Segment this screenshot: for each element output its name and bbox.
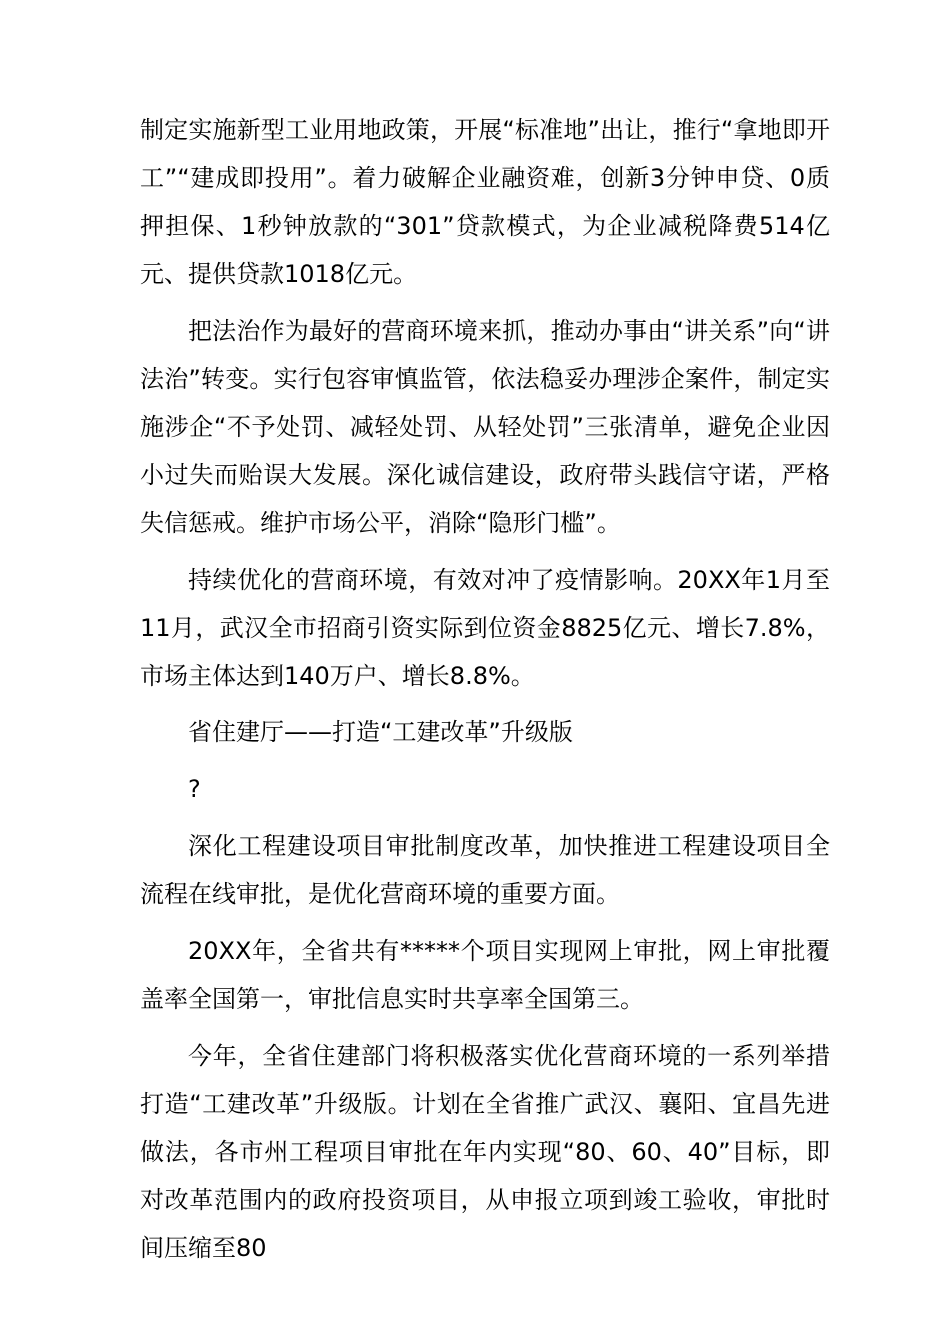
paragraph-rule-of-law: 把法治作为最好的营商环境来抓，推动办事由“讲关系”向“讲法治”转变。实行包容审慎监管，依法稳妥办理涉企案件，制定实施涉企“不予处罚、减轻处罚、从轻处罚”三张清单，避免企业因小过失而贻误大发展。深化诚信建设，政府带头践信守诺，严格失信惩戒。维护市场公平，消除“隐形门槛”。 bbox=[140, 316, 830, 537]
paragraph-continuation: 制定实施新型工业用地政策，开展“标准地”出让，推行“拿地即开工”“建成即投用”。着力破解企业融资难，创新3分钟申贷、0质押担保、1秒钟放款的“301”贷款模式，为企业减税降费514亿元、提供贷款1018亿元。 bbox=[140, 116, 830, 288]
document-body bbox=[140, 106, 830, 1280]
paragraph-this-year-plan: 今年，全省住建部门将积极落实优化营商环境的一系列举措打造“工建改革”升级版。计划在全省推广武汉、襄阳、宜昌先进做法，各市州工程项目审批在年内实现“80、60、40”目标，即对改革范围内的政府投资项目，从申报立项到竣工验收，审批时间压缩至80 bbox=[140, 1041, 830, 1262]
paragraph-online-approval: 20XX年，全省共有*****个项目实现网上审批，网上审批覆盖率全国第一，审批信息实时共享率全国第三。 bbox=[140, 936, 830, 1013]
section-heading: 省住建厅——打造“工建改革”升级版 bbox=[188, 718, 573, 747]
paragraph-approval-reform: 深化工程建设项目审批制度改革，加快推进工程建设项目全流程在线审批，是优化营商环境的重要方面。 bbox=[140, 831, 830, 908]
question-mark-line: ? bbox=[188, 775, 201, 804]
paragraph-wuhan-results: 持续优化的营商环境，有效对冲了疫情影响。20XX年1月至11月，武汉全市招商引资实际到位资金8825亿元、增长7.8%，市场主体达到140万户、增长8.8%。 bbox=[140, 565, 830, 690]
